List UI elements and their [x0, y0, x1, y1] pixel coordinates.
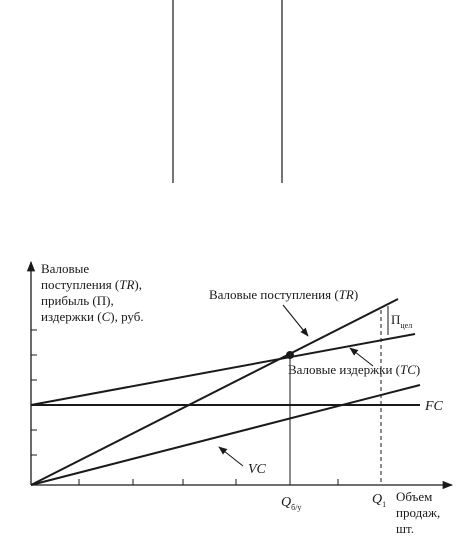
y-ticks [31, 330, 37, 455]
profit-label: $П_{цел}$ [391, 312, 413, 330]
fc-label: FC [425, 399, 443, 414]
x-axis-label-line: Объем [396, 489, 433, 504]
x-ticks [79, 479, 338, 485]
q1-label: $Q_1$ [372, 492, 387, 509]
x-axis-label-line: шт. [396, 521, 414, 536]
vc-label-arrow [219, 447, 243, 466]
y-axis-label-line: поступления (TR), [41, 277, 143, 292]
vc-line [31, 385, 420, 485]
tr-label: Валовые поступления (TR) [209, 287, 359, 302]
y-axis-label-line: издержки (C), руб. [41, 309, 144, 324]
x-axis-label-line: продаж, [396, 505, 441, 520]
tr-line [31, 299, 398, 485]
tr-label-arrow [283, 305, 308, 336]
y-axis-label-line: Валовые [41, 261, 90, 276]
tc-label: Валовые издержки (TC) [288, 362, 421, 377]
q-breakeven-label: $Q_{б/у}$ [281, 495, 302, 512]
x-axis-label [396, 489, 440, 536]
vc-label: VC [248, 462, 266, 477]
y-axis-label [41, 261, 144, 324]
y-axis-label-line: прибыль (П), [41, 293, 114, 308]
